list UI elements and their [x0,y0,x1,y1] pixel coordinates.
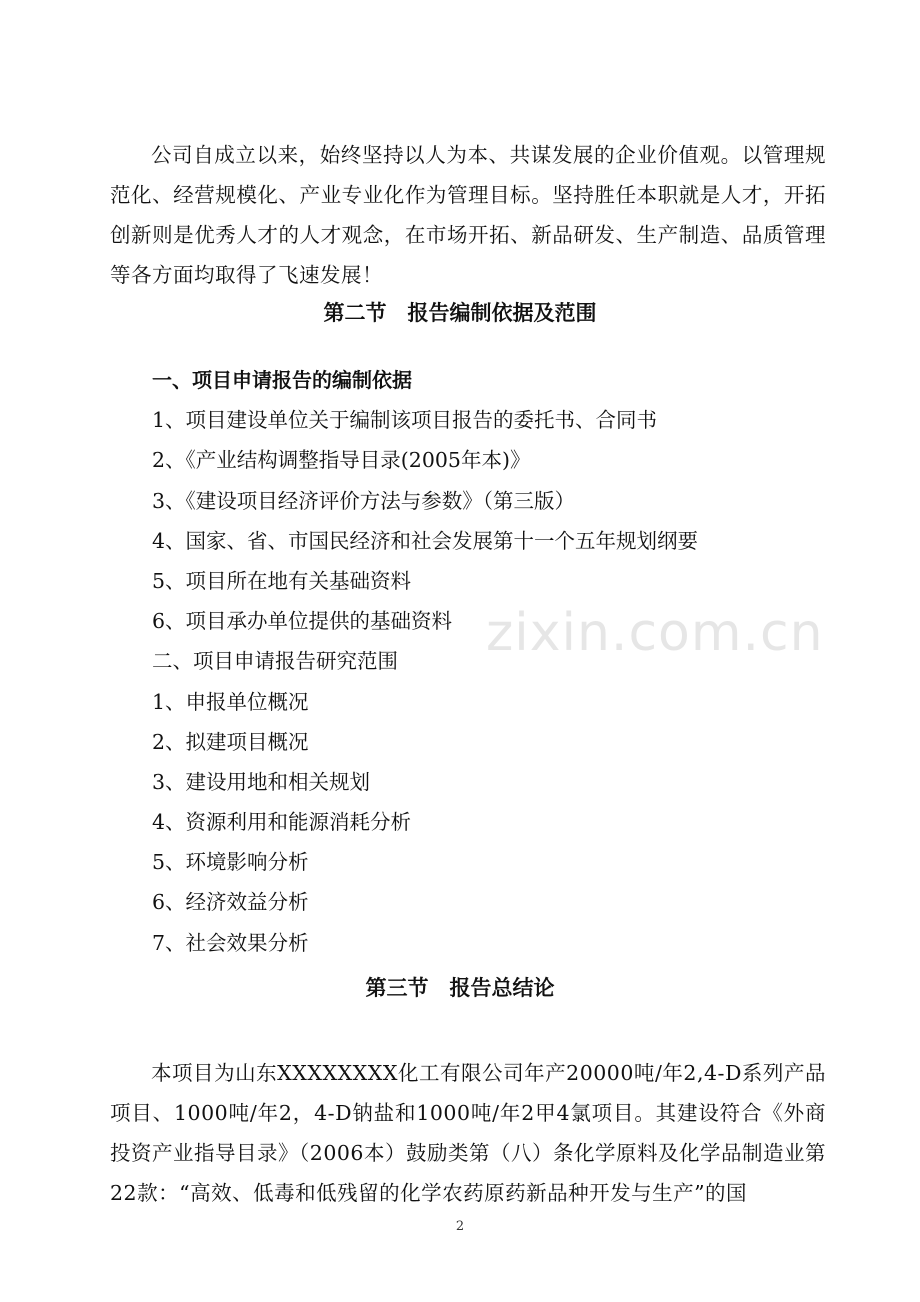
list-item: 4、资源利用和能源消耗分析 [152,810,412,835]
list-item: 6、项目承办单位提供的基础资料 [152,609,453,634]
basis-heading: 一、项目申请报告的编制依据 [152,368,412,392]
list-item: 1、申报单位概况 [152,689,309,714]
list-item: 5、项目所在地有关基础资料 [152,568,412,593]
conclusion-paragraph: 本项目为山东XXXXXXXX化工有限公司年产20000吨/年2,4-D系列产品项目、1000吨/年2，4-D钠盐和1000吨/年2甲4氯项目。其建设符合《外商投资产业指导目录》（2006本）鼓励类第（八）条化学原料及化学品制造业第22款：“高效、低毒和低残留的化学农药原药新品种开发与生产”的国 [110,1060,826,1205]
page-number: 2 [455,1219,465,1234]
list-item: 2、《产业结构调整指导目录(2005年本)》 [152,448,531,473]
section-3-title: 第三节 报告总结论 [365,976,555,1000]
list-item: 3、《建设项目经济评价方法与参数》（第三版） [152,488,576,513]
list-item: 3、建设用地和相关规划 [152,769,371,794]
list-item: 1、项目建设单位关于编制该项目报告的委托书、合同书 [152,408,658,433]
section-2-title: 第二节 报告编制依据及范围 [323,301,597,325]
intro-paragraph: 公司自成立以来，始终坚持以人为本、共谋发展的企业价值观。以管理规范化、经营规模化、产业专业化作为管理目标。坚持胜任本职就是人才，开拓创新则是优秀人才的人才观念，在市场开拓、新品研发、生产制造、品质管理等各方面均取得了飞速发展！ [110,142,826,287]
list-item: 5、环境影响分析 [152,850,309,875]
list-item: 6、经济效益分析 [152,890,309,915]
scope-heading: 二、项目申请报告研究范围 [152,649,398,674]
list-item: 2、拟建项目概况 [152,729,309,754]
watermark: zixin.com.cn [486,603,824,663]
list-item: 7、社会效果分析 [152,930,309,955]
list-item: 4、国家、省、市国民经济和社会发展第十一个五年规划纲要 [152,528,699,553]
